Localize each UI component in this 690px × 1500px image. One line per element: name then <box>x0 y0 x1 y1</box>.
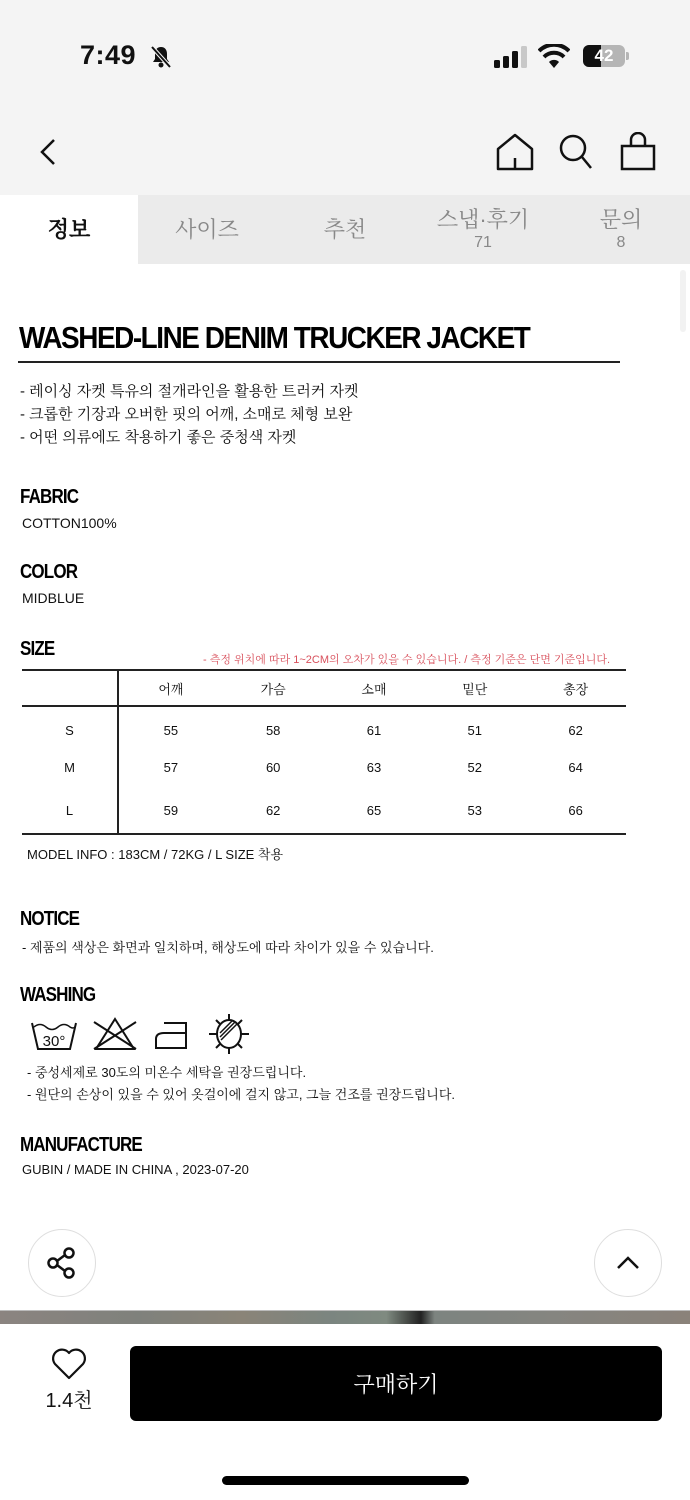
color-value: MIDBLUE <box>22 590 85 606</box>
size-label: S <box>22 706 118 747</box>
tab-snap-review[interactable] <box>414 195 552 264</box>
product-description <box>20 380 358 449</box>
search-icon[interactable] <box>556 132 596 172</box>
size-heading: SIZE <box>20 638 55 660</box>
table-cell: 51 <box>467 722 483 738</box>
battery-icon <box>583 45 629 67</box>
tab-count: 71 <box>474 233 492 251</box>
tab-recommend[interactable] <box>276 195 414 264</box>
table-cell: 63 <box>366 760 382 775</box>
washing-heading: WASHING <box>20 984 96 1006</box>
table-cell: 59 <box>163 803 179 818</box>
table-cell: 62 <box>265 803 281 818</box>
wifi-icon <box>538 44 570 68</box>
table-cell: 61 <box>366 722 382 738</box>
tab-label: 사이즈 <box>175 216 239 242</box>
notice-value: - 제품의 색상은 화면과 일치하며, 해상도에 따라 차이가 있을 수 있습니다. <box>22 940 434 955</box>
size-note: - 측정 위치에 따라 1~2CM의 오차가 있을 수 있습니다. / 측정 기준은 단면 기준입니다. <box>203 654 611 666</box>
washing-icons <box>30 1014 250 1054</box>
svg-text:30°: 30° <box>42 1033 66 1050</box>
divider <box>18 361 620 363</box>
status-bar <box>0 0 690 110</box>
tab-count: 8 <box>616 233 626 251</box>
like-count: 1.4천 <box>45 1390 93 1412</box>
manufacture-heading: MANUFACTURE <box>20 1134 142 1156</box>
description-line: - 어떤 의류에도 착용하기 좋은 중청색 자켓 <box>20 429 297 446</box>
fabric-value: COTTON100% <box>22 515 117 531</box>
table-cell: 66 <box>568 803 583 818</box>
table-header-row <box>22 670 626 706</box>
washing-notes <box>27 1062 455 1106</box>
tab-inquiry[interactable] <box>552 195 690 264</box>
column-header: 소매 <box>361 681 387 697</box>
wash-30-degrees-icon <box>30 1017 78 1051</box>
manufacture-value: GUBIN / MADE IN CHINA , 2023-07-20 <box>22 1162 249 1177</box>
home-icon[interactable] <box>495 132 535 172</box>
column-header: 밑단 <box>462 681 488 697</box>
size-label: M <box>22 747 118 788</box>
battery-level: 42 <box>594 46 614 65</box>
product-image-strip <box>0 1310 690 1324</box>
buy-button[interactable]: 구매하기 <box>130 1346 662 1421</box>
description-line: - 크롭한 기장과 오버한 핏의 어깨, 소매로 체형 보완 <box>20 406 353 423</box>
table-cell: 62 <box>568 722 583 738</box>
washing-note: - 중성세제로 30도의 미온수 세탁을 권장드립니다. <box>27 1065 307 1080</box>
notice-heading: NOTICE <box>20 908 80 930</box>
table-cell: 60 <box>265 760 281 775</box>
table-row <box>22 706 626 747</box>
home-indicator <box>222 1476 469 1485</box>
size-label: L <box>22 788 118 834</box>
table-cell: 55 <box>163 722 179 738</box>
tab-info[interactable] <box>0 195 138 264</box>
scrollbar[interactable] <box>680 270 686 332</box>
column-header: 총장 <box>563 681 589 697</box>
washing-note: - 원단의 손상이 있을 수 있어 옷걸이에 걸지 않고, 그늘 건조를 권장드립니다. <box>27 1087 456 1102</box>
color-heading: COLOR <box>20 561 78 583</box>
table-cell: 64 <box>568 760 583 775</box>
share-icon <box>45 1246 79 1280</box>
size-table <box>22 669 626 835</box>
product-title: WASHED-LINE DENIM TRUCKER JACKET <box>19 320 530 355</box>
column-header: 어깨 <box>158 681 184 697</box>
nav-bar <box>0 110 690 195</box>
column-header <box>22 670 118 706</box>
tab-label: 정보 <box>47 216 91 242</box>
cellular-signal-icon <box>494 46 528 68</box>
tab-size[interactable] <box>138 195 276 264</box>
bottom-action-bar <box>0 1324 690 1500</box>
table-row <box>22 788 626 834</box>
fabric-heading: FABRIC <box>20 486 79 508</box>
table-row <box>22 747 626 788</box>
like-button[interactable] <box>36 1348 102 1413</box>
tab-label: 문의 <box>599 206 643 232</box>
status-time: 7:49 <box>80 40 137 70</box>
tab-label: 스냅·후기 <box>436 206 530 232</box>
chevron-left-icon[interactable] <box>30 132 70 172</box>
do-not-bleach-icon <box>92 1016 138 1052</box>
table-cell: 52 <box>467 760 483 775</box>
table-cell: 58 <box>265 722 281 738</box>
shopping-bag-icon[interactable] <box>618 132 658 172</box>
iron-icon <box>152 1017 194 1051</box>
scroll-to-top-button[interactable] <box>594 1229 662 1297</box>
tab-label: 추천 <box>323 216 367 242</box>
tab-bar <box>0 195 690 264</box>
column-header: 가슴 <box>260 681 286 697</box>
heart-icon <box>51 1348 87 1380</box>
model-info: MODEL INFO : 183CM / 72KG / L SIZE 착용 <box>27 847 284 862</box>
table-cell: 57 <box>163 760 179 775</box>
share-button[interactable] <box>28 1229 96 1297</box>
dry-in-shade-icon <box>208 1013 250 1055</box>
table-cell: 65 <box>366 803 382 818</box>
bell-slash-icon <box>148 44 174 70</box>
chevron-up-icon <box>613 1248 643 1278</box>
table-cell: 53 <box>467 803 483 818</box>
description-line: - 레이싱 자켓 특유의 절개라인을 활용한 트러커 자켓 <box>20 383 359 400</box>
